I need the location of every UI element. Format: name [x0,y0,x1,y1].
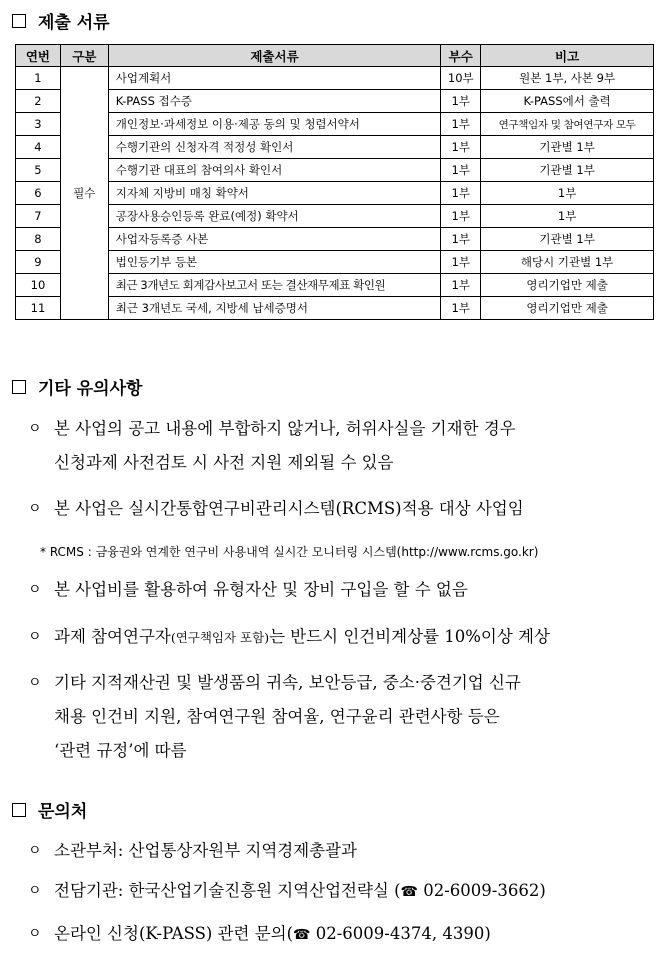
header-category: 구분 [60,45,108,67]
docs-section-title-text: 제출 서류 [38,13,110,33]
contact-2-part-a: 전담기관: 한국산업기술진흥원 지역산업전략실 ( [54,881,401,900]
table-row [16,136,654,159]
row-no: 11 [16,297,61,320]
row-copies: 1부 [441,90,481,113]
note-4-paren: (연구책임자 포함) [170,630,270,645]
circle-bullet-icon: ㅇ [28,629,42,645]
row-copies: 1부 [441,182,481,205]
row-note: 해당시 기관별 1부 [481,251,654,274]
note-1-line-1: 본 사업의 공고 내용에 부합하지 않거나, 허위사실을 기재한 경우 [54,419,516,438]
submission-docs-table [15,44,654,320]
category-cell: 필수 [60,67,108,320]
table-row [16,113,654,136]
row-note: K-PASS에서 출력 [481,90,654,113]
row-doc: 개인정보·과세정보 이용·제공 동의 및 청렴서약서 [108,113,441,136]
row-copies: 1부 [441,251,481,274]
phone-icon: ☎ [293,927,311,943]
docs-section-title [12,8,110,33]
row-copies: 1부 [441,136,481,159]
row-note: 1부 [481,205,654,228]
rcms-footnote: * RCMS : 금융권와 연계한 연구비 사용내역 실시간 모니터링 시스템(http://www.rcms.go.kr) [40,545,539,559]
contact-3-text [54,919,491,950]
note-5-line-2: 채용 인건비 지원, 참여연구원 참여율, 연구윤리 관련사항 등은 [54,707,500,726]
notes-section-title-text: 기타 유의사항 [38,379,143,399]
row-copies: 1부 [441,274,481,297]
circle-bullet-icon: ㅇ [28,582,42,598]
notes-section-title [12,374,142,399]
note-2-text: 본 사업은 실시간통합연구비관리시스템(RCMS)적용 대상 사업임 [54,499,524,518]
table-row [16,67,654,90]
row-note: 연구책임자 및 참여연구자 모두 [481,113,654,136]
circle-bullet-icon: ㅇ [28,883,42,899]
row-no: 2 [16,90,61,113]
circle-bullet-icon: ㅇ [28,675,42,691]
row-no: 6 [16,182,61,205]
checkbox-square-icon [12,380,26,394]
note-4-text [54,622,550,653]
row-no: 5 [16,159,61,182]
table-row [16,274,654,297]
row-no: 1 [16,67,61,90]
row-doc: 지자체 지방비 매칭 확약서 [108,182,441,205]
table-row [16,90,654,113]
header-note: 비고 [481,45,654,67]
row-doc: 최근 3개년도 국세, 지방세 납세증명서 [108,297,441,320]
contact-section-title-text: 문의처 [38,802,88,822]
circle-bullet-icon: ㅇ [28,926,42,942]
table-row [16,297,654,320]
circle-bullet-icon: ㅇ [28,501,42,517]
row-doc: 최근 3개년도 회계감사보고서 또는 결산재무제표 확인원 [108,274,441,297]
row-copies: 1부 [441,228,481,251]
table-row [16,159,654,182]
row-note: 기관별 1부 [481,136,654,159]
row-copies: 1부 [441,113,481,136]
row-doc: 수행기관의 신청자격 적정성 확인서 [108,136,441,159]
row-doc: 법인등기부 등본 [108,251,441,274]
row-no: 4 [16,136,61,159]
row-copies: 1부 [441,159,481,182]
note-4-part-b: 는 반드시 인건비계상률 10%이상 계상 [269,627,550,646]
phone-icon: ☎ [400,884,418,900]
table-header-row [16,45,654,67]
row-copies: 1부 [441,297,481,320]
contact-3-part-a: 온라인 신청(K-PASS) 관련 문의( [54,924,294,943]
row-note: 영리기업만 제출 [481,297,654,320]
row-no: 9 [16,251,61,274]
contact-3-part-b: 02-6009-4374, 4390) [310,924,491,943]
note-5-line-3: ‘관련 규정’에 따름 [54,741,187,760]
contact-section-title [12,797,87,822]
row-no: 10 [16,274,61,297]
row-doc: 수행기관 대표의 참여의사 확인서 [108,159,441,182]
header-doc: 제출서류 [108,45,441,67]
circle-bullet-icon: ㅇ [28,843,42,859]
contact-2-part-b: 02-6009-3662) [417,881,546,900]
note-4-part-a: 과제 참여연구자 [54,627,171,646]
note-1-line-2: 신청과제 사전검토 시 사전 지원 제외될 수 있음 [54,453,394,472]
row-no: 8 [16,228,61,251]
table-row [16,205,654,228]
row-no: 3 [16,113,61,136]
row-copies: 1부 [441,205,481,228]
row-no: 7 [16,205,61,228]
checkbox-square-icon [12,803,26,817]
row-doc: 사업자등록증 사본 [108,228,441,251]
checkbox-square-icon [12,14,26,28]
row-note: 기관별 1부 [481,228,654,251]
header-copies: 부수 [441,45,481,67]
row-doc: K-PASS 접수증 [108,90,441,113]
table-row [16,251,654,274]
header-no: 연번 [16,45,61,67]
contact-2-text [54,876,546,907]
note-5-line-1: 기타 지적재산권 및 발생품의 귀속, 보안등급, 중소·중견기업 신규 [54,673,521,692]
circle-bullet-icon: ㅇ [28,421,42,437]
row-note: 1부 [481,182,654,205]
note-3-text: 본 사업비를 활용하여 유형자산 및 장비 구입을 할 수 없음 [54,580,468,599]
row-doc: 사업계획서 [108,67,441,90]
row-doc: 공장사용승인등록 완료(예정) 확약서 [108,205,441,228]
contact-1-text: 소관부처: 산업통상자원부 지역경제총괄과 [54,841,357,860]
row-copies: 10부 [441,67,481,90]
row-note: 영리기업만 제출 [481,274,654,297]
table-row [16,228,654,251]
row-note: 기관별 1부 [481,159,654,182]
table-row [16,182,654,205]
row-note: 원본 1부, 사본 9부 [481,67,654,90]
